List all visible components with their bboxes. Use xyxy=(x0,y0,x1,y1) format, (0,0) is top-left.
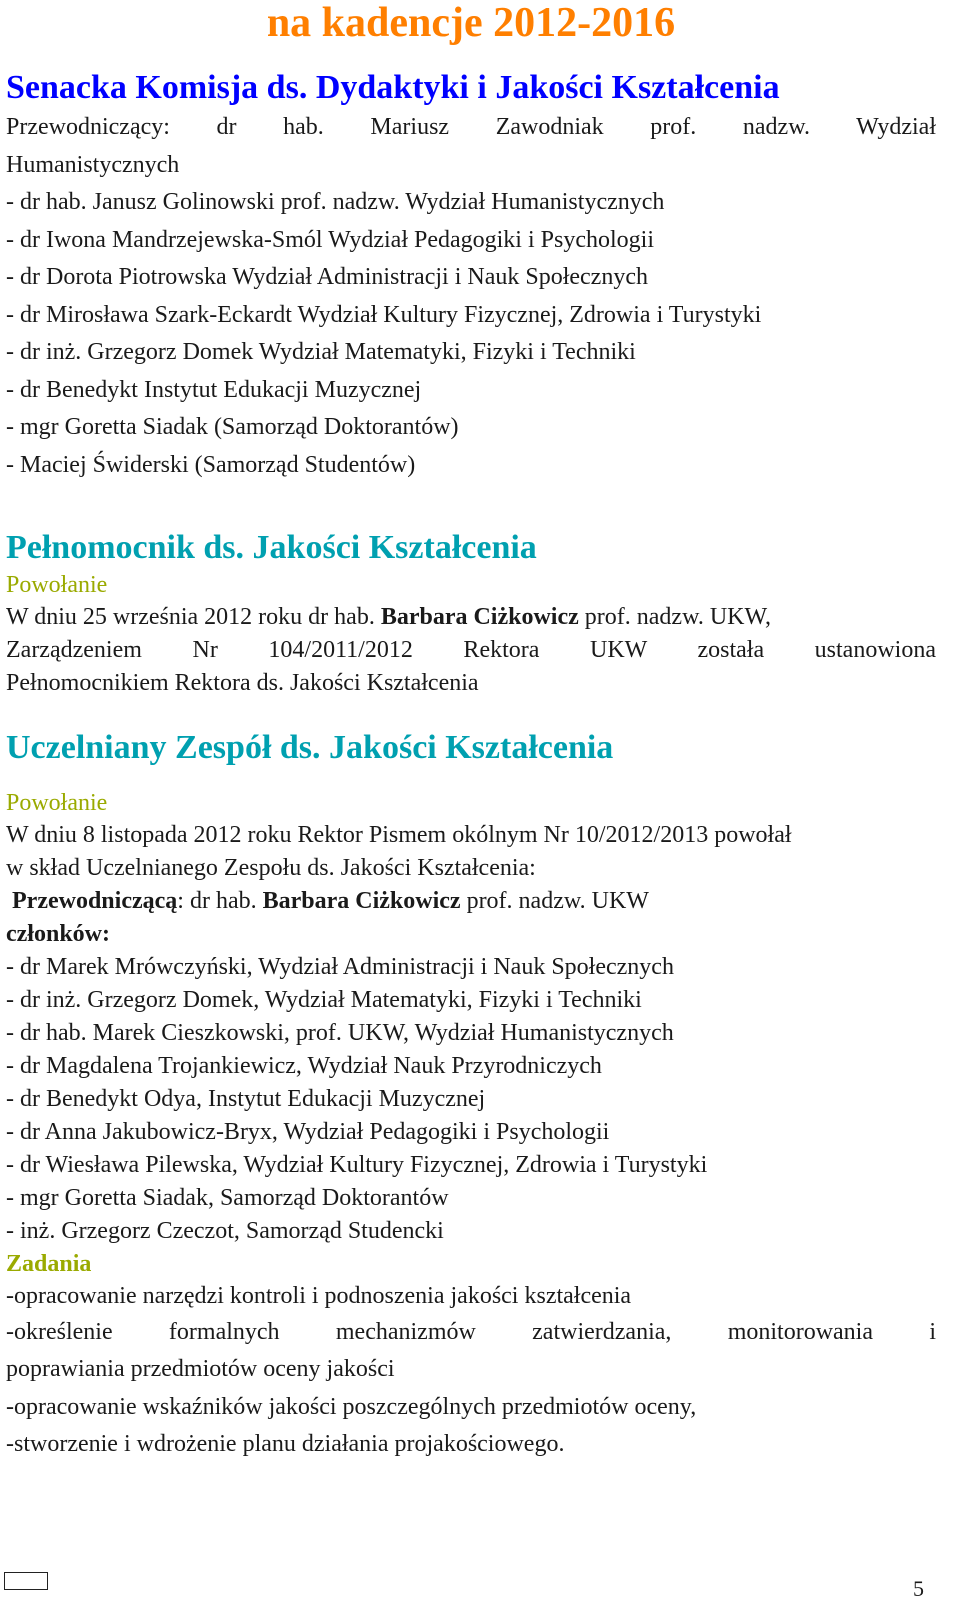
team-chair-name: Barbara Ciżkowicz xyxy=(262,888,461,914)
plenipotentiary-subheading: Powołanie xyxy=(6,572,108,598)
senate-member: - dr Mirosława Szark-Eckardt Wydział Kultury Fizycznej, Zdrowia i Turystyki xyxy=(6,301,762,328)
team-member: - mgr Goretta Siadak, Samorząd Doktorantów xyxy=(6,1185,449,1211)
team-member: - dr inż. Grzegorz Domek, Wydział Matematyki, Fizyki i Techniki xyxy=(6,987,642,1013)
senate-member: - mgr Goretta Siadak (Samorząd Doktorantów) xyxy=(6,414,459,440)
page-title: na kadencje 2012-2016 xyxy=(266,0,676,46)
team-members-label-text: członków: xyxy=(6,921,110,947)
plenipotentiary-line2: Zarządzeniem Nr 104/2011/2012 Rektora UKW została ustanowiona xyxy=(6,637,936,663)
plenipotentiary-line1-a: W dniu 25 września 2012 roku dr hab. xyxy=(6,604,381,630)
senate-member: - dr Iwona Mandrzejewska-Smól Wydział Pedagogiki i Psychologii xyxy=(6,226,654,253)
team-line1: W dniu 8 listopada 2012 roku Rektor Pismem okólnym Nr 10/2012/2013 powołał xyxy=(6,822,792,848)
senate-heading: Senacka Komisja ds. Dydaktyki i Jakości Kształcenia xyxy=(6,69,780,106)
plenipotentiary-line1 xyxy=(6,601,936,634)
plenipotentiary-line1-c: prof. nadzw. UKW, xyxy=(578,604,771,630)
team-heading xyxy=(6,727,936,769)
senate-chair-line1: Przewodniczący: dr hab. Mariusz Zawodniak prof. nadzw. Wydział xyxy=(6,114,936,140)
task-item: -stworzenie i wdrożenie planu działania projakościowego. xyxy=(6,1431,565,1457)
team-section xyxy=(6,727,936,1464)
task-item: -opracowanie wskaźników jakości poszczególnych przedmiotów oceny, xyxy=(6,1393,697,1420)
team-heading-a: Uczelniany Zespół ds. xyxy=(6,729,330,766)
team-member: - dr Anna Jakubowicz-Bryx, Wydział Pedagogiki i Psychologii xyxy=(6,1119,610,1145)
senate-member: - dr Benedykt Instytut Edukacji Muzycznej xyxy=(6,376,422,403)
team-chair-mid: : dr hab. xyxy=(177,888,263,914)
tasks-heading: Zadania xyxy=(6,1251,92,1277)
team-heading-b: Jakości Kształcenia xyxy=(329,729,614,766)
task-item-continued: poprawiania przedmiotów oceny jakości xyxy=(6,1356,395,1382)
senate-member: - Maciej Świderski (Samorząd Studentów) xyxy=(6,451,416,478)
plenipotentiary-heading-a: Pełnomocnik ds. xyxy=(6,529,253,566)
team-member: - dr Marek Mrówczyński, Wydział Administracji i Nauk Społecznych xyxy=(6,954,674,980)
senate-member: - dr Dorota Piotrowska Wydział Administracji i Nauk Społecznych xyxy=(6,264,648,290)
team-members-label xyxy=(6,918,936,951)
team-member: - dr Magdalena Trojankiewicz, Wydział Nauk Przyrodniczych xyxy=(6,1053,602,1079)
footer-box xyxy=(4,1572,48,1590)
plenipotentiary-line3: Pełnomocnikiem Rektora ds. Jakości Kształcenia xyxy=(6,670,479,696)
team-line2: w skład Uczelnianego Zespołu ds. Jakości Kształcenia: xyxy=(6,855,536,881)
plenipotentiary-heading xyxy=(6,527,936,569)
senate-committee-section xyxy=(6,67,936,484)
team-member: - dr hab. Marek Cieszkowski, prof. UKW, Wydział Humanistycznych xyxy=(6,1020,674,1046)
team-chair-label: Przewodniczącą xyxy=(12,888,178,914)
senate-member: - dr hab. Janusz Golinowski prof. nadzw. Wydział Humanistycznych xyxy=(6,189,665,215)
task-item: -opracowanie narzędzi kontroli i podnoszenia jakości kształcenia xyxy=(6,1283,632,1309)
team-member: - dr Benedykt Odya, Instytut Edukacji Muzycznej xyxy=(6,1086,486,1112)
page-number: 5 xyxy=(913,1576,924,1601)
senate-chair-line2: Humanistycznych xyxy=(6,151,180,178)
plenipotentiary-section xyxy=(6,527,936,700)
team-chair-tail: prof. nadzw. UKW xyxy=(460,888,649,914)
team-member: - dr Wiesława Pilewska, Wydział Kultury Fizycznej, Zdrowia i Turystyki xyxy=(6,1152,708,1178)
task-item: -określenie formalnych mechanizmów zatwierdzania, monitorowania i xyxy=(6,1319,936,1345)
plenipotentiary-heading-b: Jakości Kształcenia xyxy=(252,529,537,566)
team-subheading: Powołanie xyxy=(6,790,108,816)
senate-member: - dr inż. Grzegorz Domek Wydział Matematyki, Fizyki i Techniki xyxy=(6,339,636,365)
team-chair xyxy=(6,885,936,918)
team-member: - inż. Grzegorz Czeczot, Samorząd Studencki xyxy=(6,1218,444,1244)
document-page xyxy=(6,0,936,1464)
plenipotentiary-name: Barbara Ciżkowicz xyxy=(380,604,579,630)
